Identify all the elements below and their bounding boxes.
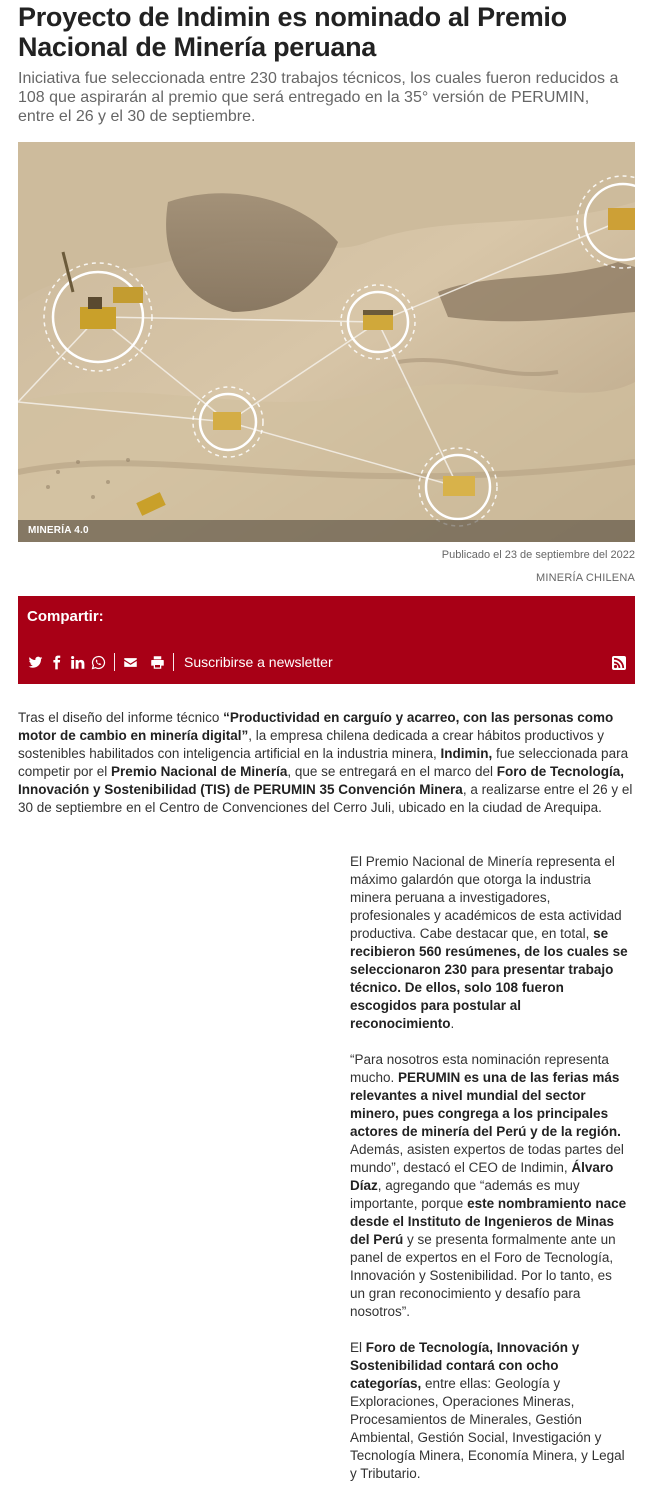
article-body-column <box>350 853 628 1501</box>
article-source[interactable]: MINERÍA CHILENA <box>536 572 635 584</box>
facebook-icon[interactable] <box>47 653 65 671</box>
print-icon[interactable] <box>148 653 166 671</box>
body-paragraph: “Para nosotros esta nominación representa mucho. PERUMIN es una de las ferias más relevantes a nivel mundial del sector minero, pues congrega a los principales actores de minería del Perú y de la región. Además, asisten expertos de todas partes del mundo”, destacó el CEO de Indimin, Álvaro Díaz, agregando que “además es muy importante, porque este nombramiento nace desde el Instituto de Ingenieros de Minas del Perú y se presenta formalmente ante un panel de expertos en el Foro de Tecnología, Innovación y Sostenibilidad. Por lo tanto, es un gran reconocimiento y desafío para nosotros”. <box>350 1052 627 1319</box>
linkedin-icon[interactable] <box>68 653 86 671</box>
share-icons <box>26 653 333 671</box>
hero-image[interactable] <box>18 142 635 542</box>
separator <box>173 653 174 671</box>
mining-illustration <box>18 142 635 542</box>
rss-icon[interactable] <box>612 656 626 670</box>
publish-date: Publicado el 23 de septiembre del 2022 <box>441 549 635 561</box>
share-bar <box>18 596 635 684</box>
email-icon[interactable] <box>121 653 139 671</box>
share-title: Compartir: <box>27 608 104 625</box>
body-paragraph: El Premio Nacional de Minería representa el máximo galardón que otorga la industria minera peruana a investigadores, profesionales y académicos de esta actividad productiva. Cabe destacar que, en total, se recibieron 560 resúmenes, de los cuales se seleccionaron 230 para presentar trabajo técnico. De ellos, solo 108 fueron escogidos para postular al reconocimiento. <box>350 854 628 1031</box>
twitter-icon[interactable] <box>26 653 44 671</box>
article-title: Proyecto de Indimin es nominado al Premio Nacional de Minería peruana <box>18 2 567 62</box>
article-subtitle: Iniciativa fue seleccionada entre 230 trabajos técnicos, los cuales fueron reducidos a 108 que aspirarán al premio que será entregado en la 35° versión de PERUMIN, entre el 26 y el 30 de septiembre. <box>18 70 619 125</box>
whatsapp-icon[interactable] <box>89 653 107 671</box>
image-caption: MINERÍA 4.0 <box>18 520 635 542</box>
body-paragraph: El Foro de Tecnología, Innovación y Sostenibilidad contará con ocho categorías, entre ellas: Geología y Exploraciones, Operaciones Mineras, Procesamientos de Minerales, Gestión Ambiental, Gestión Social, Investigación y Tecnología Minera, Economía Minera, y Legal y Tributario. <box>350 1340 625 1481</box>
separator <box>114 653 115 671</box>
lead-paragraph: Tras el diseño del informe técnico “Productividad en carguío y acarreo, con las personas como motor de cambio en minería digital”, la empresa chilena dedicada a crear hábitos productivos y sostenibles habilitados con inteligencia artificial en la industria minera, Indimin, fue seleccionada para competir por el Premio Nacional de Minería, que se entregará en el marco del Foro de Tecnología, Innovación y Sostenibilidad (TIS) de PERUMIN 35 Convención Minera, a realizarse entre el 26 y el 30 de septiembre en el Centro de Convenciones del Cerro Juli, ubicado en la ciudad de Arequipa. <box>18 710 633 815</box>
newsletter-link[interactable]: Suscribirse a newsletter <box>184 654 333 670</box>
